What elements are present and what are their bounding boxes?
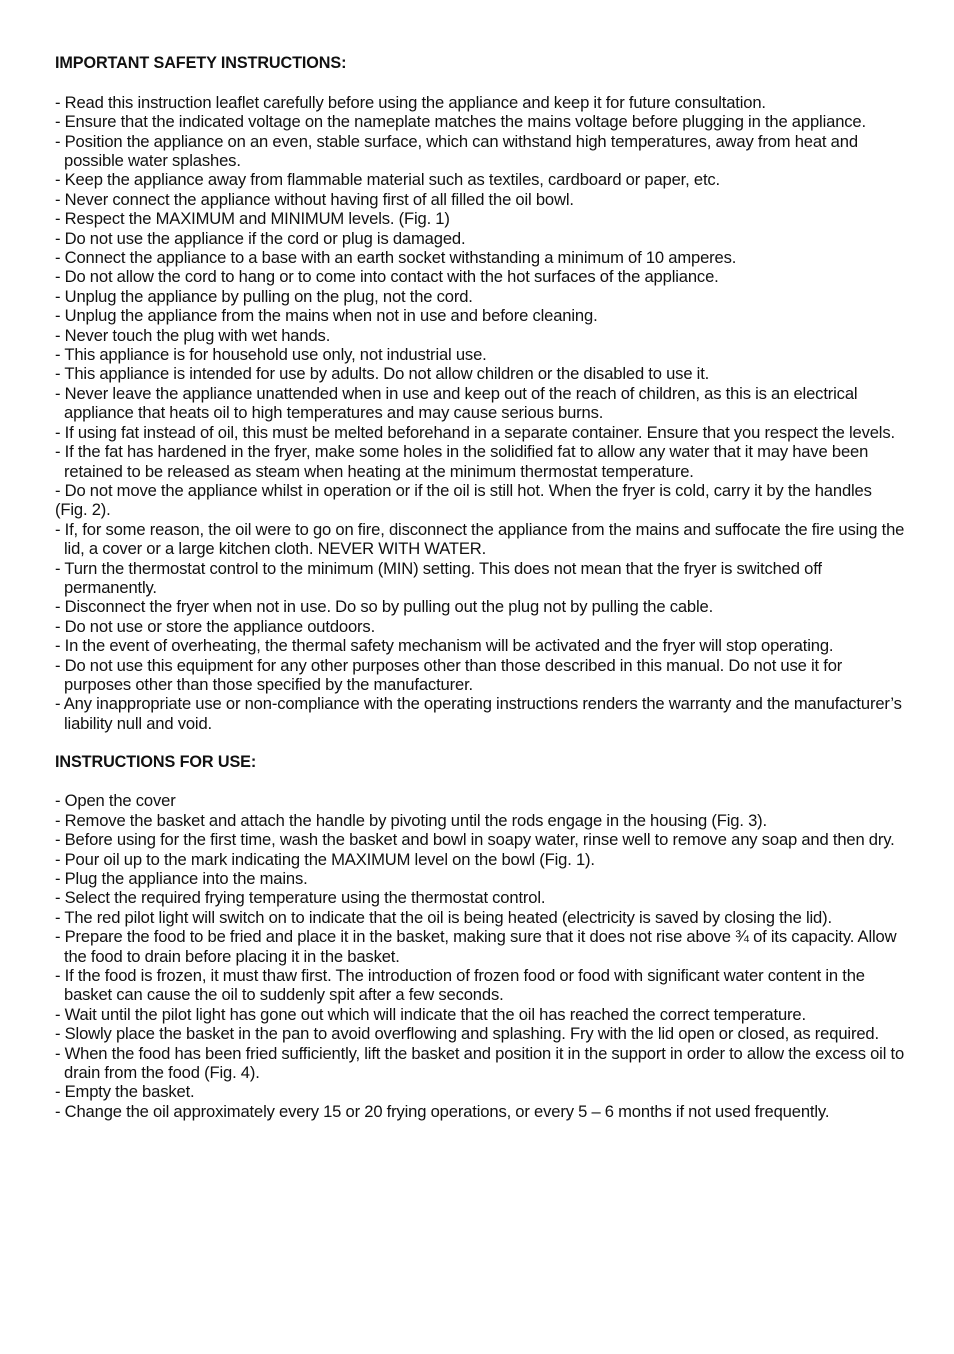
safety-instruction-item: - Do not move the appliance whilst in operation or if the oil is still hot. When the fryer is cold, carry it by the handles xyxy=(55,480,872,500)
safety-instruction-item: - Never touch the plug with wet hands. xyxy=(55,325,331,345)
document-page xyxy=(55,54,905,1121)
section-gap xyxy=(55,733,905,752)
usage-instruction-item: - When the food has been fried sufficiently, lift the basket and position it in the support in order to allow the excess oil to drain from the food (Fig. 4). xyxy=(55,1043,905,1083)
usage-instruction-item: - Plug the appliance into the mains. xyxy=(55,869,308,889)
usage-instruction-item: - Empty the basket. xyxy=(55,1082,195,1102)
safety-instruction-item: - Do not use or store the appliance outdoors. xyxy=(55,616,376,636)
safety-instruction-item: - This appliance is intended for use by adults. Do not allow children or the disabled to use it. xyxy=(55,364,710,384)
usage-instruction-item: - Change the oil approximately every 15 or 20 frying operations, or every 5 – 6 months if not used frequently. xyxy=(55,1101,830,1121)
usage-instruction-item: - Slowly place the basket in the pan to avoid overflowing and splashing. Fry with the lid open or closed, as required. xyxy=(55,1024,879,1044)
usage-instruction-item: - Before using for the first time, wash the basket and bowl in soapy water, rinse well to remove any soap and then dry. xyxy=(55,830,895,850)
safety-instruction-item: - If, for some reason, the oil were to go on fire, disconnect the appliance from the mains and suffocate the fire using the lid, a cover or a large kitchen cloth. NEVER WITH WATER. xyxy=(55,519,905,559)
usage-instructions-list xyxy=(55,791,905,1121)
safety-instruction-item: - If the fat has hardened in the fryer, make some holes in the solidified fat to allow any water that it may have been retained to be released as steam when heating at the minimum thermostat temperature. xyxy=(55,442,869,481)
usage-instruction-item: - The red pilot light will switch on to indicate that the oil is being heated (electricity is saved by closing the lid). xyxy=(55,907,832,927)
safety-instruction-item: - Read this instruction leaflet carefully before using the appliance and keep it for future consultation. xyxy=(55,92,766,112)
safety-heading: IMPORTANT SAFETY INSTRUCTIONS: xyxy=(55,54,347,72)
safety-instruction-item: (Fig. 2). xyxy=(55,500,111,520)
safety-instruction-item: - Position the appliance on an even, stable surface, which can withstand high temperatures, away from heat and possible water splashes. xyxy=(55,131,858,171)
usage-instruction-item: - Pour oil up to the mark indicating the MAXIMUM level on the bowl (Fig. 1). xyxy=(55,849,595,869)
safety-instruction-item: - Ensure that the indicated voltage on the nameplate matches the mains voltage before plugging in the appliance. xyxy=(55,112,866,132)
usage-instruction-item: - Remove the basket and attach the handle by pivoting until the rods engage in the housing (Fig. 3). xyxy=(55,810,767,830)
usage-instruction-item: - Prepare the food to be fried and place it in the basket, making sure that it does not rise above ¾ of its capacity. Allow the food to drain before placing it in the basket. xyxy=(55,927,897,966)
safety-instruction-item: - Do not use this equipment for any other purposes other than those described in this manual. Do not use it for purposes other than those specified by the manufacturer. xyxy=(55,655,843,694)
safety-instruction-item: - In the event of overheating, the thermal safety mechanism will be activated and the fryer will stop operating. xyxy=(55,636,834,656)
safety-instruction-item: - Disconnect the fryer when not in use. Do so by pulling out the plug not by pulling the cable. xyxy=(55,597,714,617)
safety-instruction-item: - Never leave the appliance unattended when in use and keep out of the reach of children, as this is an electrical appliance that heats oil to high temperatures and may cause serious burns. xyxy=(55,383,858,423)
safety-instruction-item: - Respect the MAXIMUM and MINIMUM levels. (Fig. 1) xyxy=(55,209,450,229)
safety-instructions-list xyxy=(55,93,905,733)
usage-instruction-item: - Wait until the pilot light has gone out which will indicate that the oil has reached the correct temperature. xyxy=(55,1004,806,1024)
usage-heading: INSTRUCTIONS FOR USE: xyxy=(55,752,257,771)
safety-instruction-item: - Do not use the appliance if the cord or plug is damaged. xyxy=(55,228,466,248)
usage-instruction-item: - Open the cover xyxy=(55,791,176,811)
usage-instruction-item: - If the food is frozen, it must thaw first. The introduction of frozen food or food with significant water content in the basket can cause the oil to suddenly spit after a few seconds. xyxy=(55,966,865,1005)
safety-instruction-item: - Turn the thermostat control to the minimum (MIN) setting. This does not mean that the fryer is switched off permanently. xyxy=(55,558,822,597)
safety-instruction-item: - Keep the appliance away from flammable material such as textiles, cardboard or paper, etc. xyxy=(55,170,721,190)
safety-instruction-item: - Any inappropriate use or non-compliance with the operating instructions renders the warranty and the manufacturer’s liability null and void. xyxy=(55,694,902,733)
safety-instruction-item: - Never connect the appliance without having first of all filled the oil bowl. xyxy=(55,189,574,209)
safety-instruction-item: - Unplug the appliance by pulling on the plug, not the cord. xyxy=(55,286,473,306)
usage-instruction-item: - Select the required frying temperature using the thermostat control. xyxy=(55,888,546,908)
safety-instruction-item: - Do not allow the cord to hang or to come into contact with the hot surfaces of the appliance. xyxy=(55,267,719,287)
safety-instruction-item: - Unplug the appliance from the mains when not in use and before cleaning. xyxy=(55,306,598,326)
safety-instruction-item: - Connect the appliance to a base with an earth socket withstanding a minimum of 10 amperes. xyxy=(55,248,737,268)
safety-instruction-item: - This appliance is for household use only, not industrial use. xyxy=(55,345,487,365)
safety-instruction-item: - If using fat instead of oil, this must be melted beforehand in a separate container. Ensure that you respect the levels. xyxy=(55,422,895,442)
